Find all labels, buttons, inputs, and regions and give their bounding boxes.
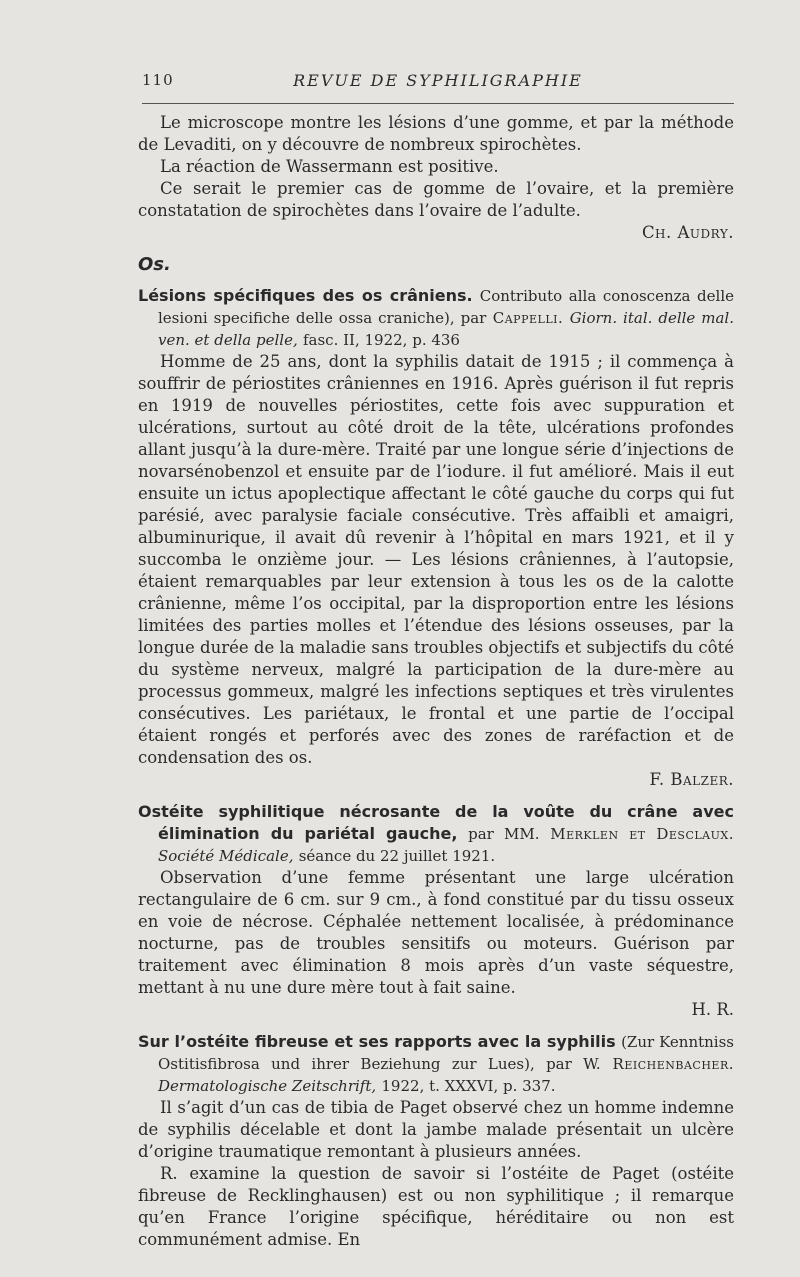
section-heading: Os. <box>138 254 171 275</box>
signature: H. R. <box>691 1000 734 1019</box>
entry-heading <box>138 285 734 351</box>
entry-journal: Dermatologische Zeitschrift, <box>158 1077 377 1095</box>
page-header <box>142 71 734 101</box>
running-title: REVUE DE SYPHILIGRAPHIE <box>293 71 583 90</box>
entry-author: Cappelli. <box>492 309 564 327</box>
entry-source: Contributo alla conoscenza delle lesioni specifiche delle ossa craniche), par <box>158 287 735 327</box>
header-rule <box>142 103 734 104</box>
entry-body: Observation d’une femme présentant une large ulcération rectangulaire de 6 cm. sur 9 cm., à fond constitué par du tissu osseux en voie de nécrose. Céphalée nettement localisée, à prédominance nocturne, pas de troubles sensitifs ou moteurs. Guérison par traitement avec élimination 8 mois après d’un vaste séquestre, mettant à nu une dure mère tout à fait saine. <box>138 868 734 997</box>
entry-title: Ostéite syphilitique nécrosante de la voûte du crâne avec élimination du pariétal gauche, <box>138 802 734 843</box>
intro-paragraph: Le microscope montre les lésions d’une gomme, et par la méthode de Levaditi, on y découvre de nombreux spirochètes. <box>138 113 734 154</box>
entry-reference: fasc. II, 1922, p. 436 <box>302 331 460 349</box>
entry-title: Sur l’ostéite fibreuse et ses rapports avec la syphilis <box>138 1032 616 1051</box>
review-entry <box>138 801 734 1021</box>
signature: F. Balzer. <box>649 770 734 789</box>
intro-paragraph: La réaction de Wassermann est positive. <box>160 157 499 176</box>
entry-heading <box>138 801 734 867</box>
entry-reference: 1922, t. XXXVI, p. 337. <box>381 1077 556 1095</box>
signature: Ch. Audry. <box>641 223 734 242</box>
entry-heading <box>138 1031 734 1097</box>
review-entry <box>138 1031 734 1251</box>
entry-author: Merklen et Desclaux. <box>550 825 734 843</box>
entry-author: Reichenbacher. <box>612 1055 734 1073</box>
entry-journal: Giorn. ital. delle mal. ven. et della pelle, <box>158 309 734 349</box>
entry-source: par MM. <box>468 825 540 843</box>
intro-paragraph: Ce serait le premier cas de gomme de l’ovaire, et la première constatation de spirochètes dans l’ovaire de l’adulte. <box>138 179 734 220</box>
entry-body: R. examine la question de savoir si l’ostéite de Paget (ostéite fibreuse de Recklinghausen) est ou non syphilitique ; il remarque qu’en France l’origine spécifique, héréditaire ou non est communément admise. En <box>138 1164 734 1249</box>
entry-reference: séance du 22 juillet 1921. <box>298 847 496 865</box>
entry-journal: Société Médicale, <box>158 847 294 865</box>
entry-body: Homme de 25 ans, dont la syphilis datait de 1915 ; il commença à souffrir de périostites crâniennes en 1916. Après guérison il fut repris en 1919 de nouvelles périostites, cette fois avec suppuration et ulcérations, surtout au côté droit de la tête, ulcérations profondes allant jusqu’à la dure-mère. Traité par une longue série d’injections de novarsénobenzol et ensuite par de l’iodure. il fut amélioré. Mais il eut ensuite un ictus apoplectique affectant le côté gauche du corps qui fut parésié, avec paralysie faciale consécutive. Très affaibli et amaigri, albuminurique, il avait dû revenir à l’hôpital en mars 1921, et il y succomba le onzième jour. — Les lésions crâniennes, à l’autopsie, étaient remarquables par leur extension à tous les os de la calotte crânienne, même l’os occipital, par la disproportion entre les lésions limitées des parties molles et l’étendue des lésions osseuses, par la longue durée de la maladie sans troubles objectifs et subjectifs du côté du système nerveux, malgré la participation de la dure-mère au processus gommeux, malgré les infections septiques et très virulentes consécutives. Les pariétaux, le frontal et une partie de l’occipal étaient rongés et perforés avec des zones de raréfaction et de condensation des os. <box>138 352 734 767</box>
review-entry <box>138 285 734 791</box>
entry-title: Lésions spécifiques des os crâniens. <box>138 286 473 305</box>
text-column <box>138 112 734 1251</box>
entry-source: (Zur Kenntniss Ostitisfibrosa und ihrer Beziehung zur Lues), par W. <box>158 1033 734 1073</box>
entry-body: Il s’agit d’un cas de tibia de Paget observé chez un homme indemne de syphilis décelable et dont la jambe malade présentait un ulcère d’origine traumatique remontant à plusieurs années. <box>138 1098 734 1161</box>
page-number: 110 <box>142 71 174 89</box>
